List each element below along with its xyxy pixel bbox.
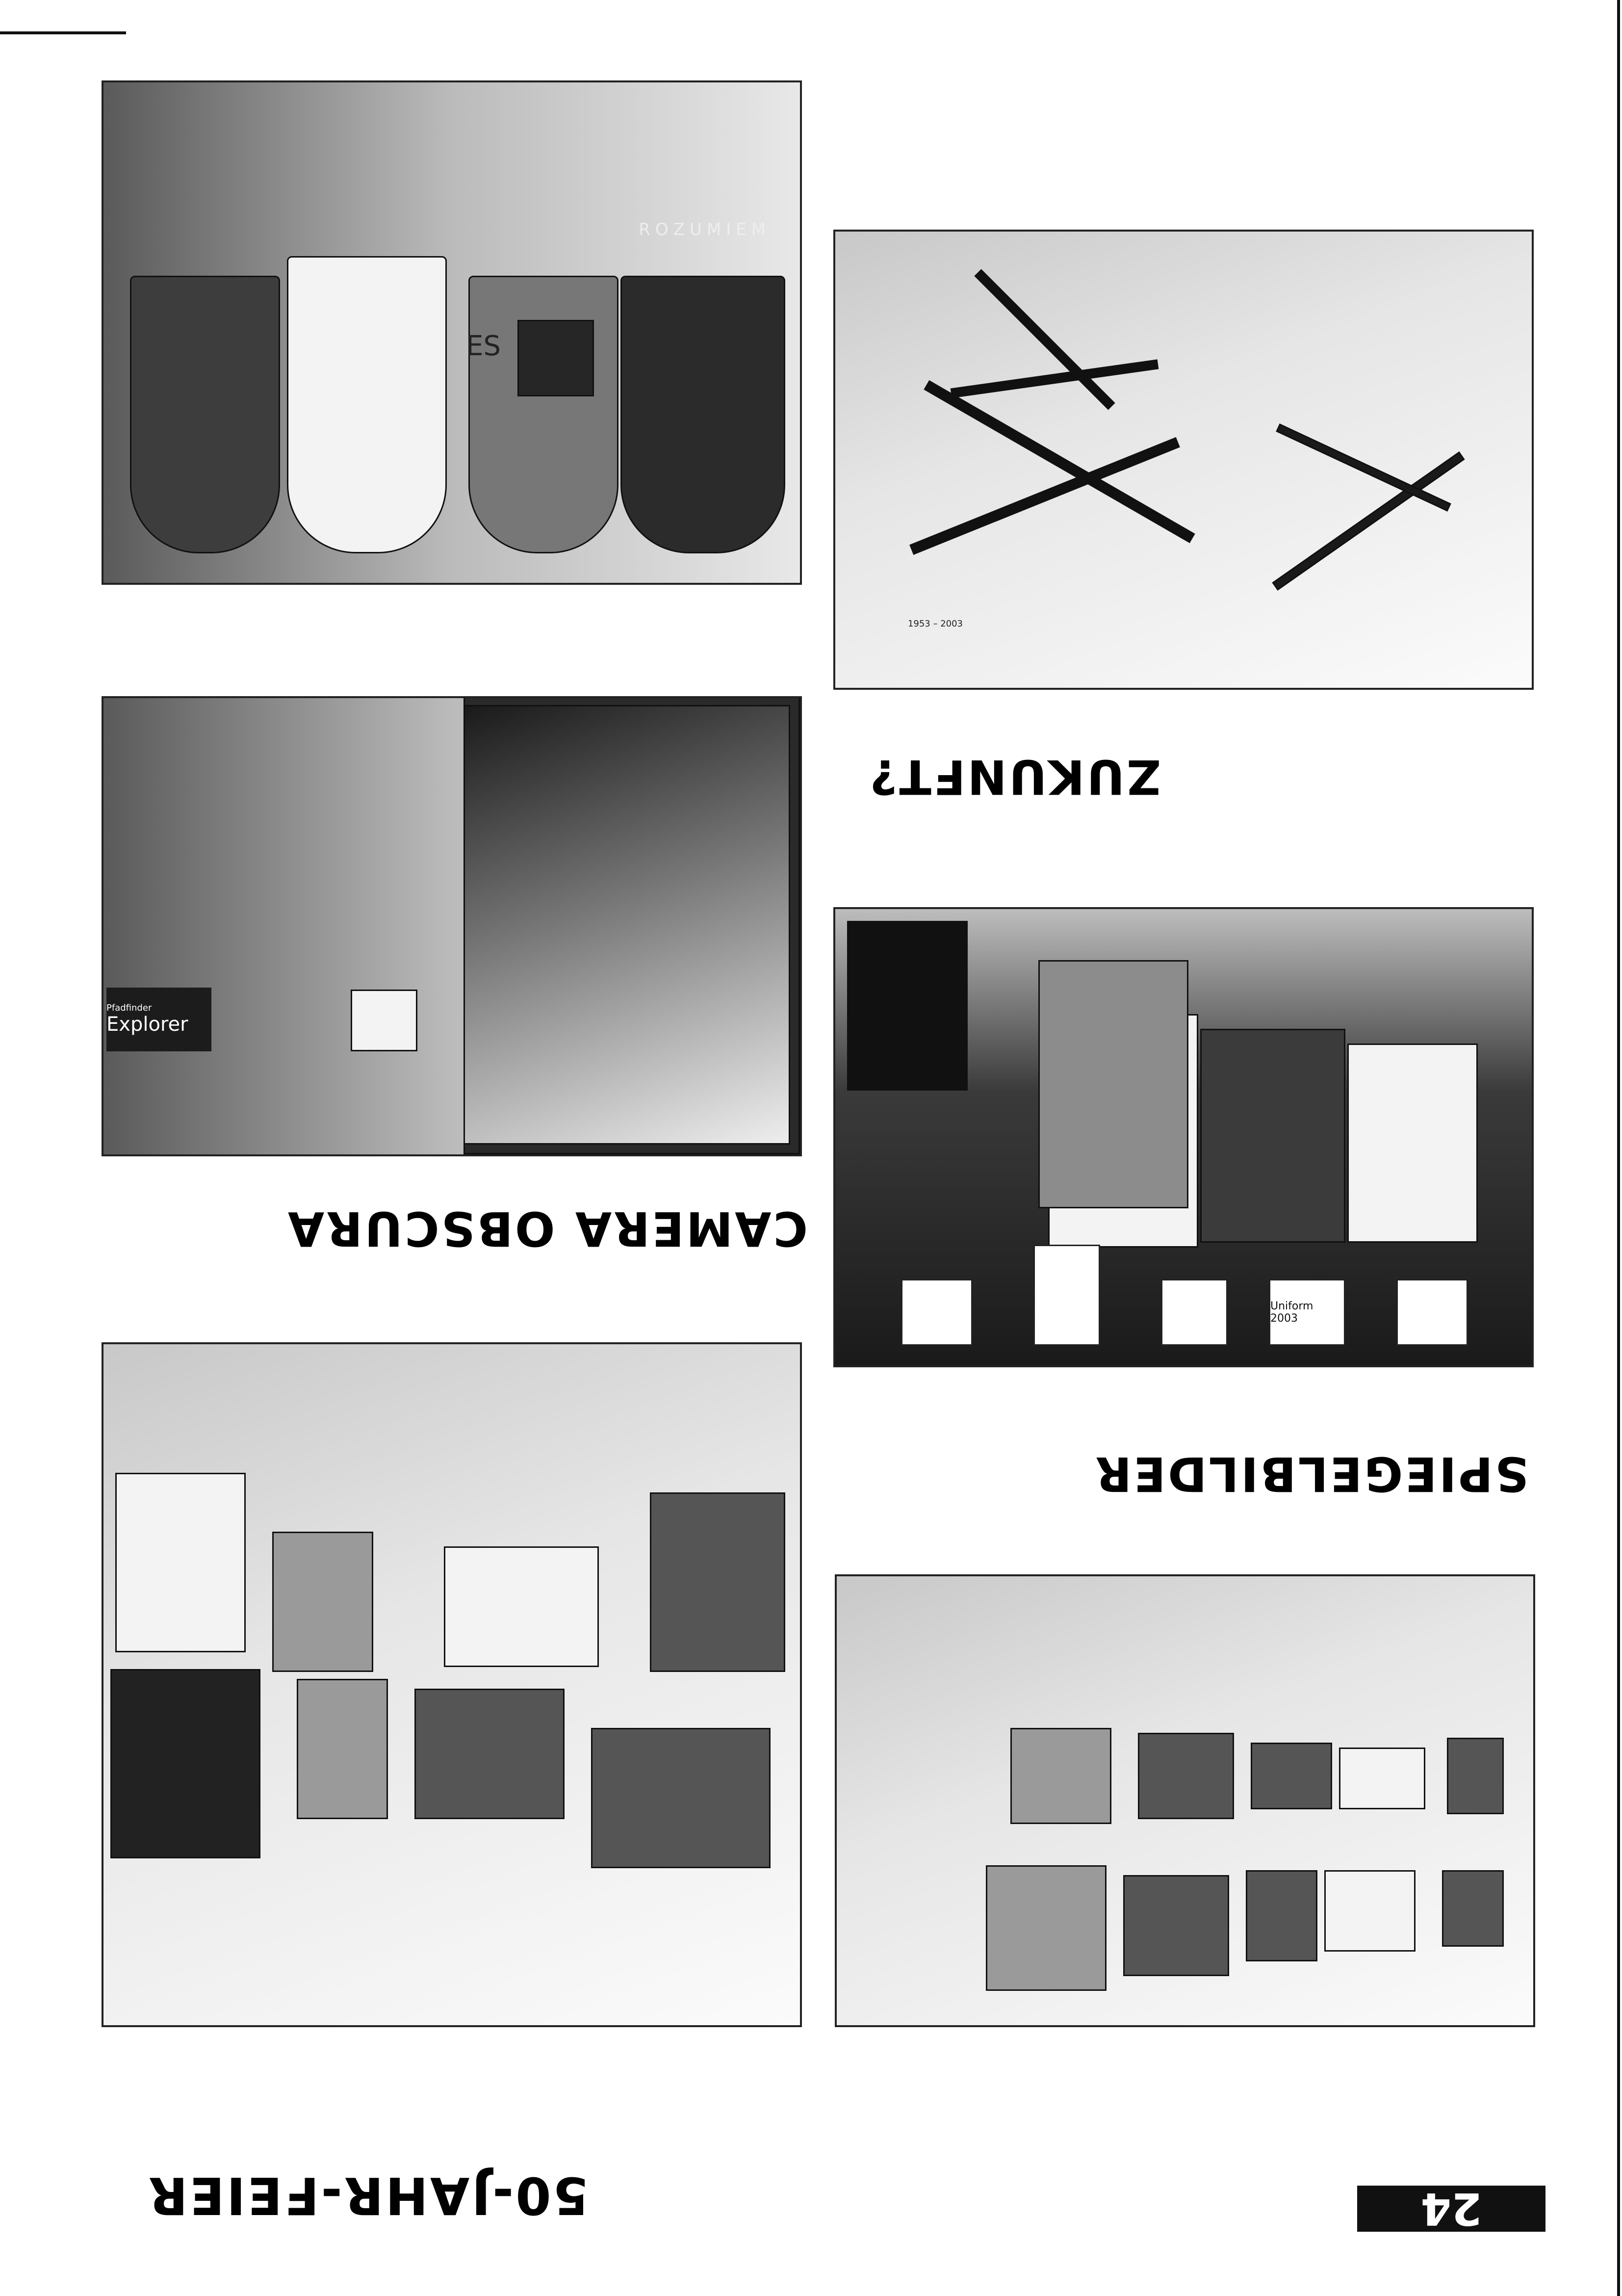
section-heading-zukunft: ZUKUNFT? [868, 749, 1161, 804]
artwork-frame [297, 1679, 388, 1819]
photo-gallery-wall-right [102, 1342, 802, 2027]
explorer-card [106, 988, 211, 1051]
person-silhouette [468, 276, 618, 553]
artwork-frame [1339, 1748, 1425, 1809]
artwork-frame [1010, 1728, 1111, 1824]
artwork-frame [1138, 1733, 1234, 1819]
stripe-text: ROZUMIEM [639, 220, 771, 239]
scan-edge-curve [0, 31, 126, 34]
section-heading-spiegelbilder: SPIEGELBILDER [1093, 1446, 1529, 1501]
artwork-frame [1442, 1870, 1504, 1947]
projected-image [463, 705, 790, 1145]
uniform-label-card [1269, 1279, 1345, 1346]
person-silhouette [620, 276, 785, 553]
artwork-frame [1447, 1738, 1504, 1814]
artwork-frame [1123, 1875, 1229, 1976]
section-heading-camera-obscura: CAMERA OBSCURA [285, 1201, 808, 1256]
scan-edge-line [1617, 0, 1620, 2296]
artwork-frame [115, 1473, 246, 1652]
small-photo-print [351, 990, 417, 1051]
uniform-label-card [1033, 1245, 1100, 1346]
photo-sculpture-installation [833, 230, 1534, 690]
page-number-badge: 24 [1357, 2186, 1545, 2232]
photo-camera-obscura-projection [102, 696, 802, 1156]
artwork-frame [1324, 1870, 1416, 1952]
stars-poster [517, 320, 594, 396]
hanging-jacket [1038, 960, 1188, 1208]
artwork-frame [110, 1669, 260, 1858]
hanging-shirt [1347, 1044, 1478, 1243]
gallery-caption: 1953 – 2003 [907, 619, 963, 629]
uniform-label-text: Uniform 2003 [1270, 1300, 1313, 1325]
artwork-frame [414, 1689, 565, 1819]
poster-letters: ES [466, 330, 501, 362]
artwork-frame [986, 1865, 1107, 1991]
explorer-card-brand: Explorer [106, 1013, 188, 1036]
uniform-label-card [1161, 1279, 1228, 1346]
artwork-frame [272, 1532, 373, 1672]
artwork-frame [591, 1728, 771, 1868]
artwork-frame [1246, 1870, 1317, 1961]
photo-gallery-wall-left [835, 1574, 1535, 2027]
hanging-shirt [1200, 1029, 1345, 1243]
uniform-label-card [1396, 1279, 1468, 1346]
uniform-label-card [901, 1279, 973, 1346]
photo-uniforms-display [833, 907, 1534, 1367]
photo-visitors-group [102, 80, 802, 585]
person-silhouette [130, 276, 280, 553]
artwork-frame [444, 1546, 599, 1667]
artwork-frame [1251, 1743, 1332, 1809]
explorer-card-small: Pfadfinder [106, 1003, 152, 1014]
page-title: 50-JAHR-FEIER [146, 2166, 589, 2225]
artwork-frame [650, 1492, 785, 1672]
person-silhouette [287, 256, 447, 553]
bare-branches [847, 921, 968, 1091]
